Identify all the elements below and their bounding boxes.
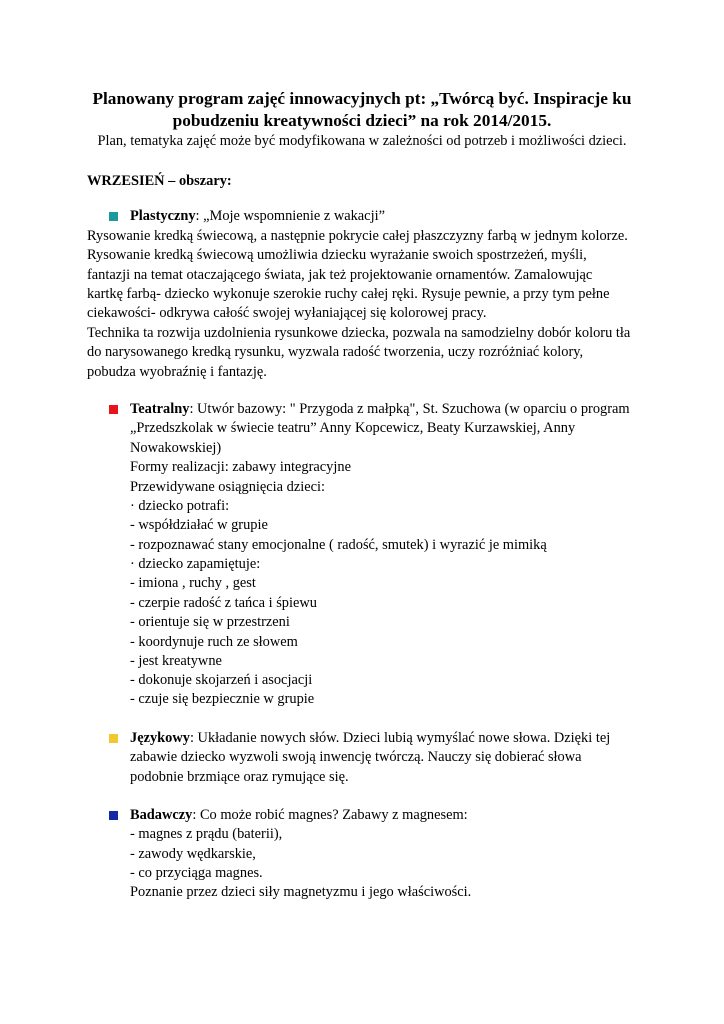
plastyczny-bullet-icon [109,212,118,221]
teatralny-line: Formy realizacji: zabawy integracyjne [130,459,351,475]
badawczy-line: - co przyciąga magnes. [130,865,263,881]
plastyczny-line: do narysowanego kredką rysunku, wyzwala radość tworzenia, uczy rozróżniać kolory, [87,344,584,360]
plastyczny-topic: : „Moje wspomnienie z wakacji” [195,208,385,224]
teatralny-line: - imiona , ruchy , gest [130,575,256,591]
badawczy-line: - magnes z prądu (baterii), [130,826,283,842]
teatralny-line: · dziecko potrafi: [130,498,230,514]
badawczy-line: - zawody wędkarskie, [130,846,256,862]
teatralny-line: · dziecko zapamiętuje: [130,556,261,572]
teatralny-line: - orientuje się w przestrzeni [130,614,290,630]
teatralny-topic: : Utwór bazowy: " Przygoda z małpką", St. Szuchowa (w oparciu o program [189,401,630,417]
jezykowy-label: Językowy [130,730,190,746]
teatralny-line: - jest kreatywne [130,653,222,669]
teatralny-line: Przewidywane osiągnięcia dzieci: [130,479,325,495]
teatralny-line: - koordynuje ruch ze słowem [130,634,298,650]
subtitle: Plan, tematyka zajęć może być modyfikowana w zależności od potrzeb i możliwości dzieci. [97,133,627,149]
badawczy-heading [130,806,468,825]
teatralny-line: - dokonuje skojarzeń i asocjacji [130,672,313,688]
jezykowy-line: podobnie brzmiące oraz rymujące się. [130,769,349,785]
jezykowy-bullet-icon [109,734,118,743]
plastyczny-line: fantazji na temat otaczającego świata, jak też projektowanie ornamentów. Zamalowując [87,267,593,283]
plastyczny-heading [130,207,385,226]
teatralny-bullet-icon [109,405,118,414]
teatralny-line: - rozpoznawać stany emocjonalne ( radość, smutek) i wyrazić je mimiką [130,537,547,553]
plastyczny-line: pobudza wyobraźnię i fantazję. [87,364,267,380]
plastyczny-line: Rysowanie kredką świecową umożliwia dziecku wyrażanie swoich spostrzeżeń, myśli, [87,247,587,263]
plastyczny-line: Technika ta rozwija uzdolnienia rysunkowe dziecka, pozwala na samodzielny dobór koloru tła [87,325,631,341]
badawczy-label: Badawczy [130,807,193,823]
badawczy-line: Poznanie przez dzieci siły magnetyzmu i jego właściwości. [130,884,472,900]
teatralny-line: - czerpie radość z tańca i śpiewu [130,595,317,611]
jezykowy-topic: : Układanie nowych słów. Dzieci lubią wymyślać nowe słowa. Dzięki tej [189,730,611,746]
plastyczny-line: ciekawości- odkrywa całość swojej wyłaniającej się kolorowej pracy. [87,305,487,321]
jezykowy-heading [130,729,610,748]
badawczy-bullet-icon [109,811,118,820]
teatralny-heading [130,400,630,419]
teatralny-label: Teatralny [130,401,190,417]
badawczy-topic: : Co może robić magnes? Zabawy z magnesem: [192,807,468,823]
title-line-1: Planowany program zajęć innowacyjnych pt: „Twórcą być. Inspiracje ku [92,89,632,108]
teatralny-line: - współdziałać w grupie [130,517,268,533]
plastyczny-label: Plastyczny [130,208,196,224]
teatralny-line: - czuje się bezpiecznie w grupie [130,691,315,707]
plastyczny-line: kartkę farbą- dziecko wykonuje szerokie ruchy całej ręki. Rysuje pewnie, a przy tym pełne [87,286,610,302]
jezykowy-line: zabawie dziecko wyzwoli swoją inwencję twórczą. Nauczy się dobierać słowa [130,749,582,765]
teatralny-line: Nowakowskiej) [130,440,222,456]
title-line-2: pobudzeniu kreatywności dzieci” na rok 2014/2015. [172,111,552,130]
month-heading: WRZESIEŃ – obszary: [87,173,232,189]
teatralny-line: „Przedszkolak w świecie teatru” Anny Kopcewicz, Beaty Kurzawskiej, Anny [130,420,576,436]
plastyczny-line: Rysowanie kredką świecową, a następnie pokrycie całej płaszczyzny farbą w jednym kolorze. [87,228,628,244]
